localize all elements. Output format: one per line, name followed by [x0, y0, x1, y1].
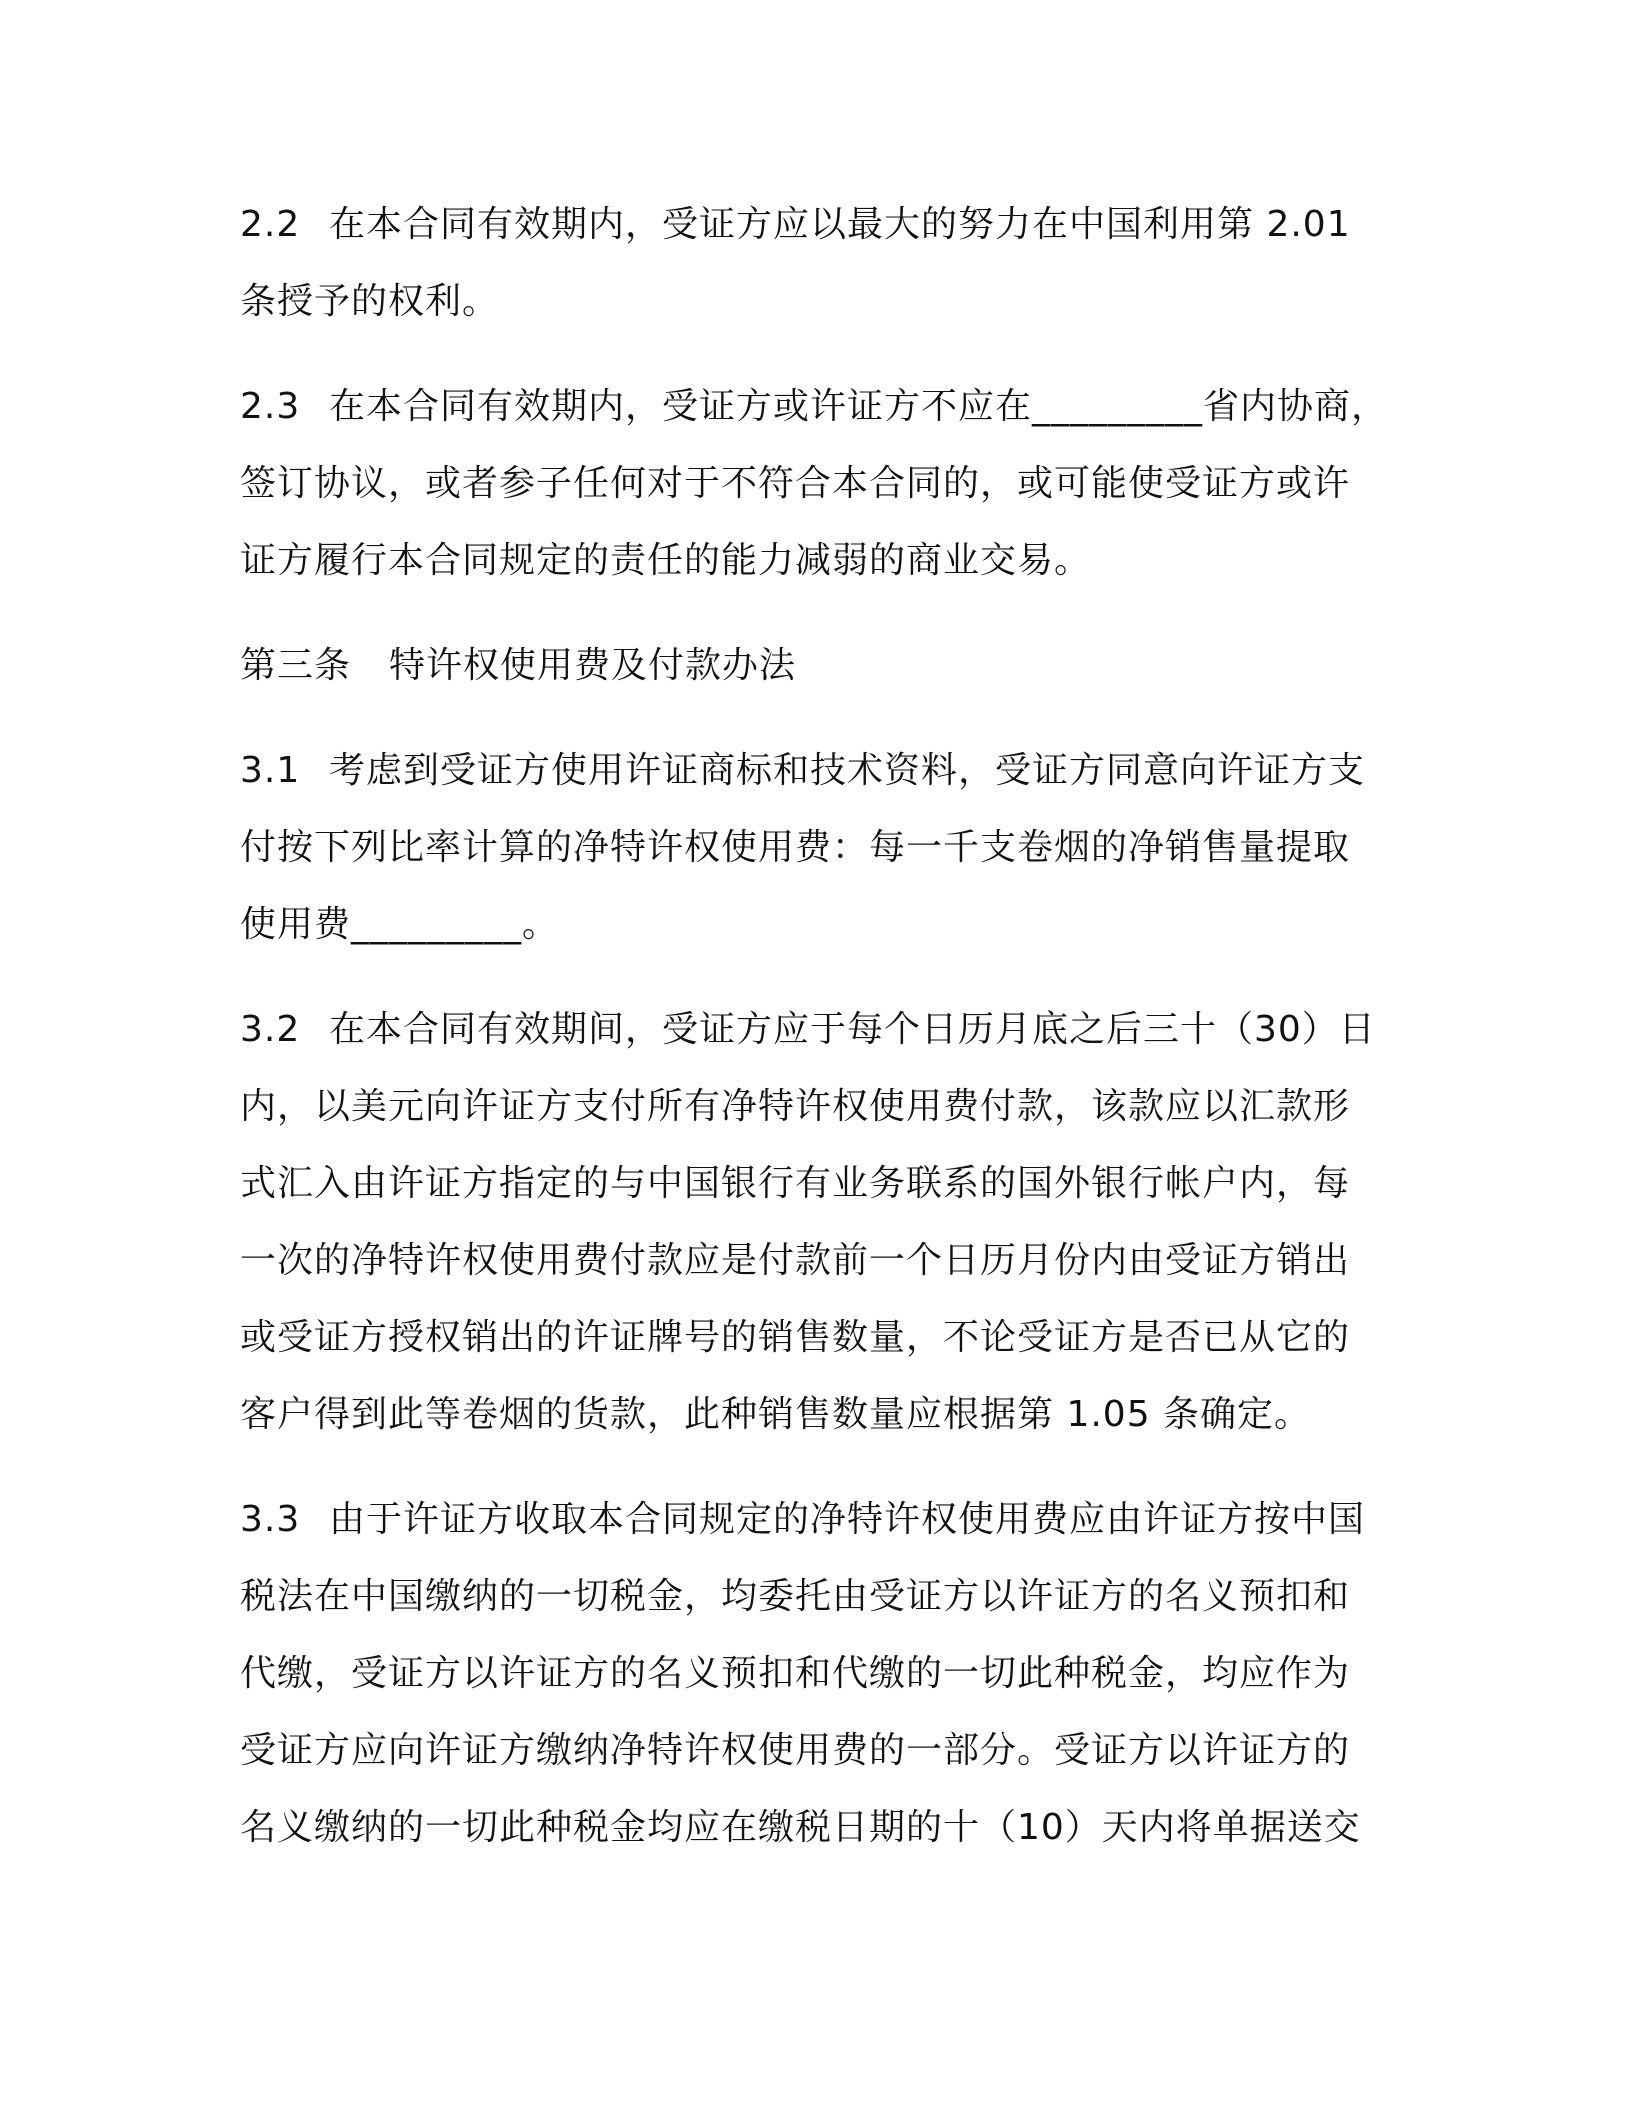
clause-text: 代缴，受证方以许证方的名义预扣和代缴的一切此种税金，均应作为 [240, 1653, 1351, 1694]
clause-2-2 [240, 186, 1410, 340]
clause-text: 名义缴纳的一切此种税金均应在缴税日期的十（10）天内将单据送交 [240, 1807, 1361, 1848]
clause-number: 2.2 [240, 204, 301, 245]
clause-number: 3.3 [240, 1499, 301, 1540]
clause-line [240, 186, 1410, 263]
clause-line [240, 522, 1410, 599]
clause-3-3 [240, 1481, 1410, 1866]
clause-line [240, 1789, 1410, 1866]
clause-line [240, 1376, 1410, 1453]
clause-text: 在本合同有效期内，受证方应以最大的努力在中国利用第 2.01 [329, 204, 1351, 245]
clause-line [240, 732, 1410, 809]
clause-line [240, 991, 1410, 1068]
clause-line [240, 445, 1410, 522]
clause-3-1 [240, 732, 1410, 963]
clause-text: 客户得到此等卷烟的货款，此种销售数量应根据第 1.05 条确定。 [240, 1394, 1312, 1435]
clause-text: 使用费_________。 [240, 904, 560, 945]
clause-text: 一次的净特许权使用费付款应是付款前一个日历月份内由受证方销出 [240, 1240, 1351, 1281]
clause-text: 受证方应向许证方缴纳净特许权使用费的一部分。受证方以许证方的 [240, 1730, 1351, 1771]
clause-text: 付按下列比率计算的净特许权使用费：每一千支卷烟的净销售量提取 [240, 827, 1351, 868]
clause-text: 由于许证方收取本合同规定的净特许权使用费应由许证方按中国 [329, 1499, 1366, 1540]
clause-line [240, 263, 1410, 340]
article-title: 特许权使用费及付款办法 [389, 645, 797, 686]
clause-line [240, 886, 1410, 963]
clause-line [240, 1068, 1410, 1145]
clause-text: 证方履行本合同规定的责任的能力减弱的商业交易。 [240, 540, 1092, 581]
heading-line [240, 627, 1410, 704]
clause-line [240, 1558, 1410, 1635]
article-3-heading [240, 627, 1410, 704]
clause-2-3 [240, 368, 1410, 599]
clause-line [240, 1222, 1410, 1299]
clause-line [240, 368, 1410, 445]
clause-number: 3.2 [240, 1009, 301, 1050]
clause-line [240, 809, 1410, 886]
clause-3-2 [240, 991, 1410, 1453]
clause-text: 签订协议，或者参子任何对于不符合本合同的，或可能使受证方或许 [240, 463, 1351, 504]
clause-text: 考虑到受证方使用许证商标和技术资料，受证方同意向许证方支 [329, 750, 1366, 791]
clause-number: 3.1 [240, 750, 301, 791]
clause-line [240, 1635, 1410, 1712]
clause-text: 式汇入由许证方指定的与中国银行有业务联系的国外银行帐户内，每 [240, 1163, 1351, 1204]
clause-number: 2.3 [240, 386, 301, 427]
article-label: 第三条 [240, 645, 352, 686]
clause-line [240, 1145, 1410, 1222]
clause-text: 在本合同有效期间，受证方应于每个日历月底之后三十（30）日 [329, 1009, 1376, 1050]
clause-text: 条授予的权利。 [240, 281, 500, 322]
clause-line [240, 1712, 1410, 1789]
document-body [240, 186, 1410, 1894]
clause-line [240, 1481, 1410, 1558]
clause-text: 或受证方授权销出的许证牌号的销售数量，不论受证方是否已从它的 [240, 1317, 1351, 1358]
clause-text: 税法在中国缴纳的一切税金，均委托由受证方以许证方的名义预扣和 [240, 1576, 1351, 1617]
clause-line [240, 1299, 1410, 1376]
clause-text: 内，以美元向许证方支付所有净特许权使用费付款，该款应以汇款形 [240, 1086, 1351, 1127]
clause-text: 在本合同有效期内，受证方或许证方不应在_________省内协商， [329, 386, 1389, 427]
